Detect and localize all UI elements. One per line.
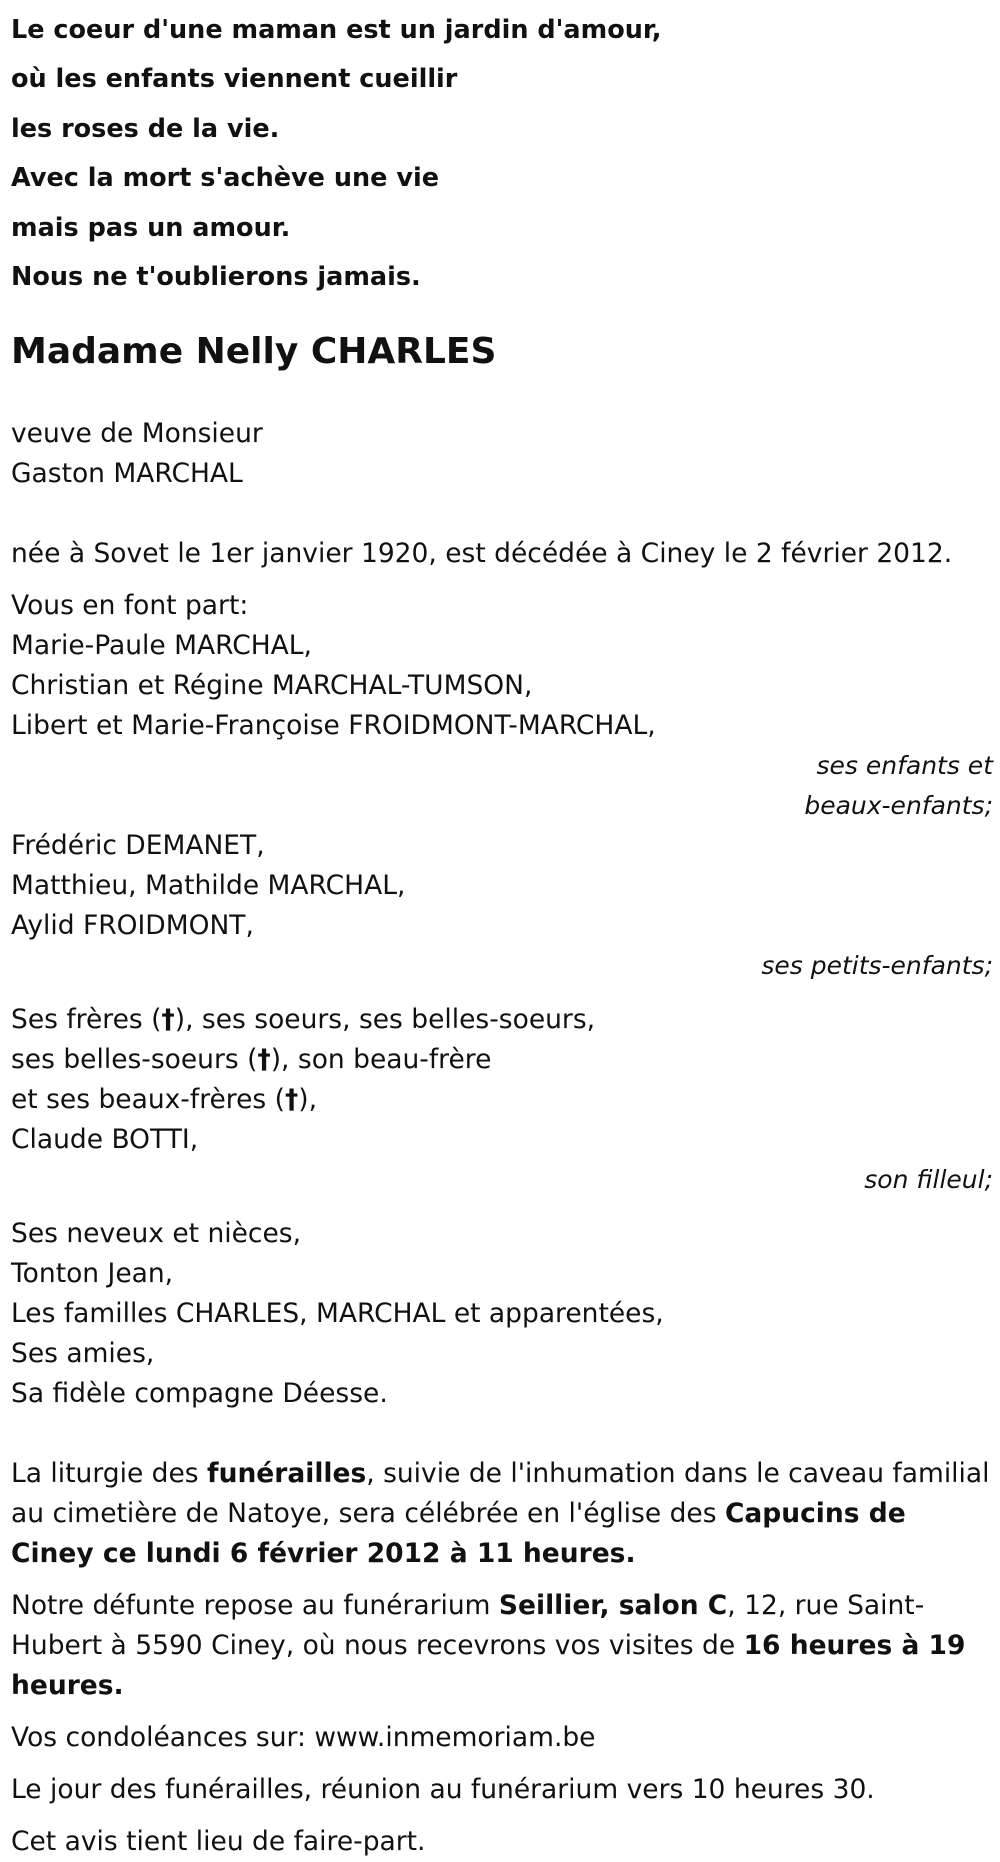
siblings-line: et ses beaux-frères (†), [11, 1084, 318, 1116]
godson-line: Claude BOTTI, [11, 1124, 199, 1156]
cross-icon: † [285, 1084, 299, 1116]
poem [11, 6, 993, 302]
godson-role: son filleul; [864, 1165, 993, 1195]
cross-icon: † [161, 1004, 175, 1036]
funeral-paragraph: La liturgie des funérailles, suivie de l'inhumation dans le caveau familial au cimetière de Natoye, sera célébrée en l'église des Capucins de Ciney ce lundi 6 février 2012 à 11 heures. [11, 1458, 990, 1570]
others-line: Les familles CHARLES, MARCHAL et apparentées, [11, 1298, 664, 1330]
cross-icon: † [257, 1044, 271, 1076]
child-line: Christian et Régine MARCHAL-TUMSON, [11, 670, 533, 702]
grandchildren-role: ses petits-enfants; [761, 951, 993, 981]
widow-of-line: veuve de Monsieur [11, 418, 263, 450]
siblings-line: Ses frères (†), ses soeurs, ses belles-soeurs, [11, 1004, 596, 1036]
birth-death: née à Sovet le 1er janvier 1920, est décédée à Ciney le 2 février 2012. [11, 538, 953, 570]
deceased-name: Madame Nelly CHARLES [11, 331, 497, 373]
siblings-line: ses belles-soeurs (†), son beau-frère [11, 1044, 492, 1076]
children-section [11, 586, 993, 826]
poem-line: mais pas un amour. [11, 212, 291, 243]
widow-of [11, 414, 993, 494]
child-line: Libert et Marie-Françoise FROIDMONT-MARCHAL, [11, 710, 656, 742]
funerarium-paragraph: Notre défunte repose au funérarium Seillier, salon C, 12, rue Saint-Hubert à 5590 Ciney, où nous recevrons vos visites de 16 heures à 19 heures. [11, 1590, 966, 1702]
obituary-notice [11, 0, 993, 1862]
children-role: ses enfants et [816, 751, 993, 781]
others-line: Ses neveux et nièces, [11, 1218, 302, 1250]
grandchild-line: Frédéric DEMANET, [11, 830, 265, 862]
condolences-line: Vos condoléances sur: www.inmemoriam.be [11, 1722, 596, 1754]
others-line: Ses amies, [11, 1338, 155, 1370]
announcement-intro: Vous en font part: [11, 590, 249, 622]
child-line: Marie-Paule MARCHAL, [11, 630, 312, 662]
poem-line: où les enfants viennent cueillir [11, 64, 458, 95]
others-line: Tonton Jean, [11, 1258, 174, 1290]
meeting-line: Le jour des funérailles, réunion au funérarium vers 10 heures 30. [11, 1774, 875, 1806]
siblings-section [11, 1000, 993, 1200]
grandchildren-section [11, 826, 993, 986]
others-section [11, 1214, 993, 1414]
closing-line: Cet avis tient lieu de faire-part. [11, 1826, 426, 1858]
poem-line: Nous ne t'oublierons jamais. [11, 262, 421, 293]
poem-line: les roses de la vie. [11, 113, 280, 144]
others-line: Sa fidèle compagne Déesse. [11, 1378, 388, 1410]
grandchild-line: Aylid FROIDMONT, [11, 910, 254, 942]
poem-line: Avec la mort s'achève une vie [11, 163, 439, 194]
widow-of-line: Gaston MARCHAL [11, 458, 243, 490]
grandchild-line: Matthieu, Mathilde MARCHAL, [11, 870, 406, 902]
poem-line: Le coeur d'une maman est un jardin d'amour, [11, 15, 662, 45]
children-role: beaux-enfants; [804, 791, 993, 821]
